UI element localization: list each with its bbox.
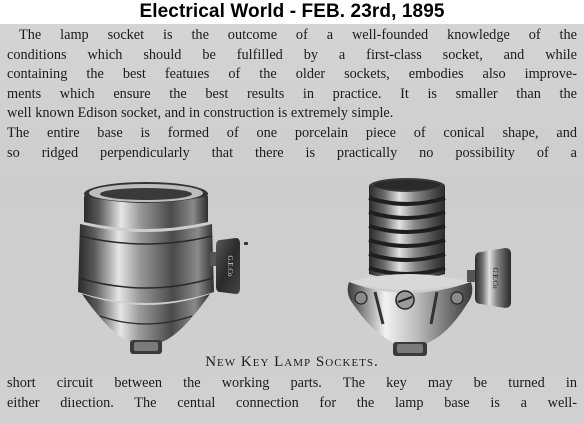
text-line: either diıection. The centıal connection for the lamp base is a well- (7, 394, 577, 411)
right-lamp-socket-illustration (335, 174, 515, 364)
text-line: containing the best featuıes of the older sockets, embodies also improve- (7, 66, 577, 83)
text-line: short circuit between the working parts. The key may be turned in (7, 375, 577, 391)
left-lamp-socket-illustration (70, 174, 240, 364)
text-line: so ridged perpendicularly that there is practically no possibility of a (7, 144, 577, 161)
paragraph-bottom (7, 374, 577, 413)
print-speck (244, 242, 248, 245)
text-line: ments which ensure the best results in practice. It is smaller than the (7, 85, 577, 102)
text-line: well known Edison socket, and in construction is extremely simple. (7, 105, 394, 122)
figure-caption: New Key Lamp Sockets. (205, 354, 379, 370)
paragraph-top (7, 26, 577, 163)
text-line: conditions which should be fulfilled by a first-class socket, and while (7, 46, 577, 63)
page-title: Electrical World - FEB. 23rd, 1895 (139, 1, 445, 22)
right-key-stamp: G.E.Co (491, 267, 499, 289)
screw-thread (369, 178, 445, 280)
page-banner (0, 0, 584, 24)
text-line: The entire base is formed of one porcelain piece of conical shape, and (7, 124, 577, 141)
left-key-stamp: G.E.Co (226, 255, 234, 277)
text-line: The lamp socket is the outcome of a well-founded knowledge of the (19, 27, 577, 43)
scanned-page (0, 24, 584, 424)
